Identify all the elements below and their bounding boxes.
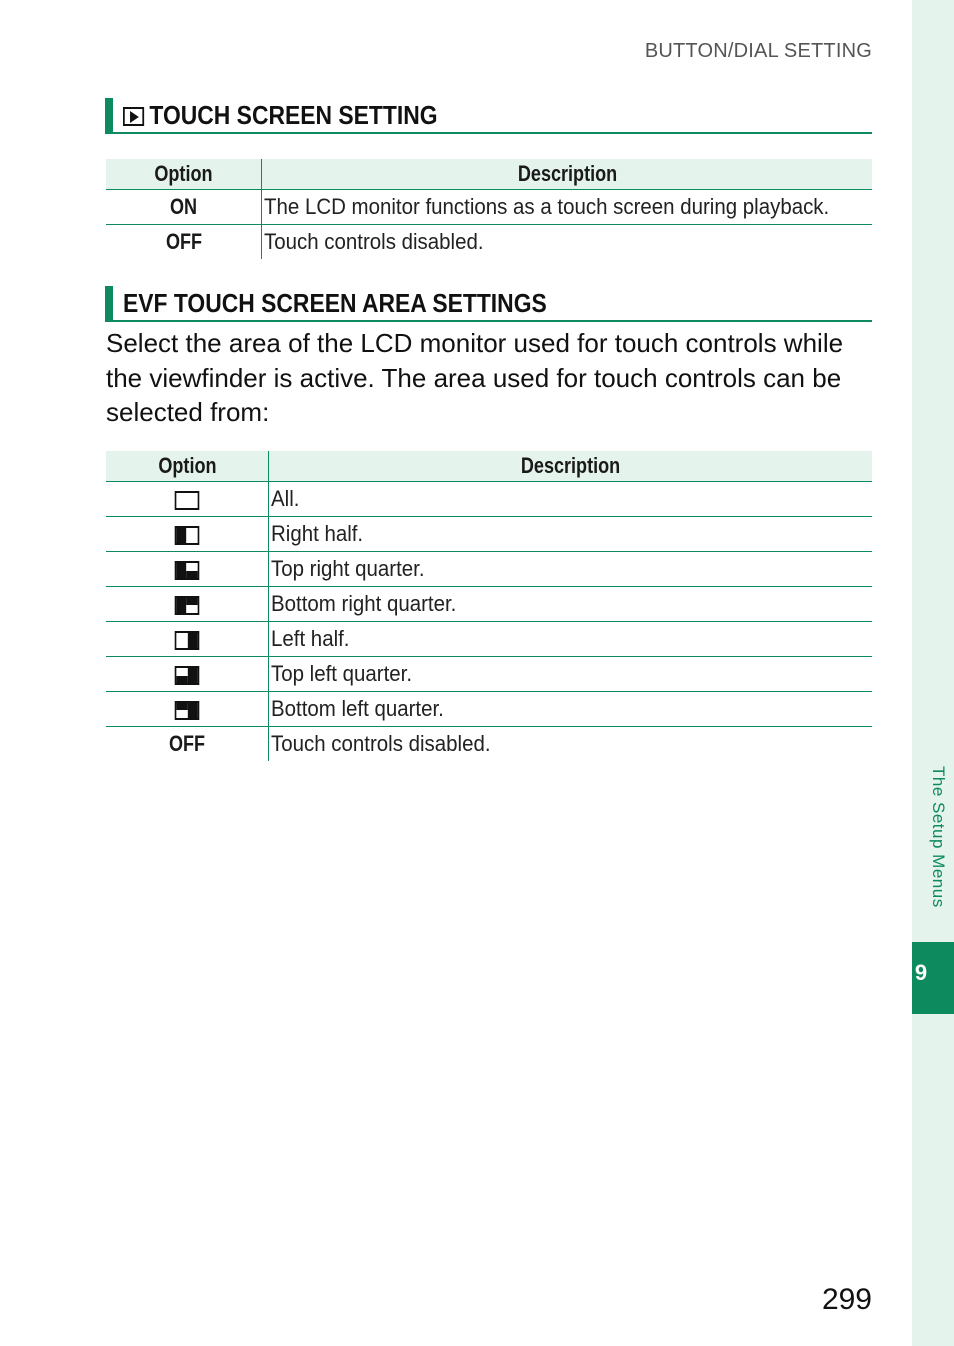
area-left-half-icon	[175, 631, 200, 650]
area-top-right-quarter-icon	[175, 561, 200, 580]
option-cell	[106, 657, 269, 692]
option-cell: OFF	[106, 225, 262, 260]
area-bottom-left-quarter-icon	[175, 701, 200, 720]
table-row	[106, 622, 872, 657]
description-cell: Top left quarter.	[269, 657, 873, 692]
touch-screen-table	[106, 159, 872, 259]
heading-bar	[105, 98, 113, 132]
table-row	[106, 190, 872, 225]
column-header-description: Description	[262, 159, 872, 190]
area-bottom-right-quarter-icon	[175, 596, 200, 615]
table-row	[106, 657, 872, 692]
description-cell: All.	[271, 486, 300, 511]
chapter-label: The Setup Menus	[929, 766, 948, 908]
table-row	[106, 692, 872, 727]
table-row	[106, 727, 872, 762]
description-cell: Right half.	[269, 517, 873, 552]
evf-area-table	[106, 451, 872, 761]
option-cell	[106, 622, 269, 657]
playback-icon	[123, 107, 144, 126]
page-number: 299	[821, 1283, 872, 1316]
option-cell: OFF	[106, 727, 269, 762]
description-cell: Touch controls disabled.	[262, 225, 872, 260]
section-heading-touch-screen	[105, 98, 872, 134]
heading-bar	[105, 286, 113, 320]
chapter-marker	[912, 942, 954, 1014]
column-header-option: Option	[106, 159, 262, 190]
table-row	[106, 225, 872, 260]
option-cell	[106, 587, 269, 622]
section-heading-evf-area	[105, 286, 872, 322]
running-header: BUTTON/DIAL SETTING	[644, 40, 872, 62]
description-cell: Left half.	[269, 622, 873, 657]
section-title: EVF TOUCH SCREEN AREA SETTINGS	[123, 288, 547, 318]
option-cell	[106, 692, 269, 727]
intro-paragraph: Select the area of the LCD monitor used for touch controls while the viewfinder is active. The area used for touch controls can be selected from:	[106, 328, 844, 427]
column-header-option: Option	[106, 451, 269, 482]
chapter-number: 9	[914, 960, 928, 985]
description-cell: The LCD monitor functions as a touch screen during playback.	[264, 194, 830, 219]
area-right-half-icon	[175, 526, 200, 545]
column-header-description: Description	[269, 451, 873, 482]
option-cell: ON	[106, 190, 262, 225]
description-cell: Bottom left quarter.	[269, 692, 873, 727]
area-top-left-quarter-icon	[175, 666, 200, 685]
option-cell	[106, 482, 269, 517]
section-title: TOUCH SCREEN SETTING	[123, 98, 438, 132]
description-cell: Top right quarter.	[269, 552, 873, 587]
table-row	[106, 587, 872, 622]
table-row	[106, 482, 872, 517]
option-cell	[106, 552, 269, 587]
area-all-icon	[175, 491, 200, 510]
table-row	[106, 552, 872, 587]
description-cell: Touch controls disabled.	[269, 727, 873, 762]
chapter-side-tab	[912, 0, 954, 1346]
table-row	[106, 517, 872, 552]
description-cell: Bottom right quarter.	[269, 587, 873, 622]
option-cell	[106, 517, 269, 552]
